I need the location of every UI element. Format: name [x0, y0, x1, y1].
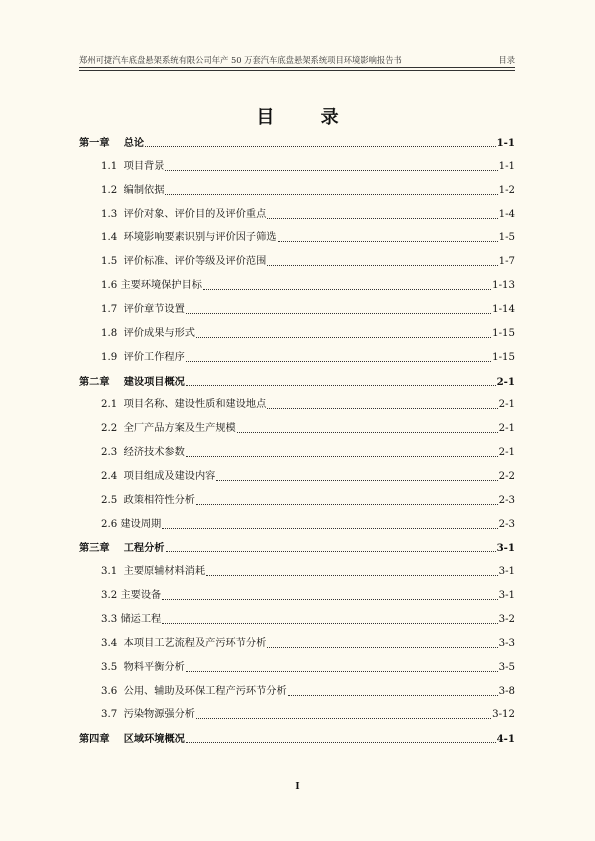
toc-entry-page: 2-1 [498, 423, 515, 435]
header-rule [79, 67, 515, 68]
toc-section-entry[interactable] [101, 469, 515, 483]
toc-entry-page: 3-1 [498, 590, 515, 602]
toc-section-entry[interactable] [101, 636, 515, 650]
toc-entry-page: 3-2 [498, 614, 515, 625]
toc-dot-leader [196, 718, 491, 719]
toc-entry-page: 3-1 [496, 542, 515, 555]
toc-dot-leader [278, 241, 498, 242]
toc-entry-page: 1-5 [498, 232, 515, 244]
toc-entry-title: 3.7 污染物源强分析 [101, 709, 195, 721]
toc-dot-leader [186, 456, 498, 457]
toc-dot-leader [186, 385, 496, 386]
page-title: 目 录 [256, 107, 359, 128]
toc-entry-title: 3.3 储运工程 [101, 614, 162, 625]
toc-entry-page: 1-4 [498, 208, 515, 220]
toc-section-entry[interactable] [101, 612, 515, 626]
toc-dot-leader [186, 742, 496, 743]
toc-dot-leader [288, 695, 498, 696]
toc-entry-title: 1.7 评价章节设置 [101, 303, 185, 315]
toc-entry-title: 第四章 区域环境概况 [79, 733, 185, 746]
toc-entry-title: 1.4 环境影响要素识别与评价因子筛选 [101, 232, 277, 244]
toc-section-entry[interactable] [101, 183, 515, 197]
toc-dot-leader [206, 575, 497, 576]
toc-section-entry[interactable] [101, 517, 515, 531]
toc-section-entry[interactable] [101, 302, 515, 316]
toc-section-entry[interactable] [101, 660, 515, 674]
toc-dot-leader [237, 432, 498, 433]
toc-entry-page: 3-3 [498, 637, 515, 649]
toc-chapter-entry[interactable] [79, 540, 515, 554]
toc-entry-page: 3-1 [498, 566, 515, 578]
toc-dot-leader [216, 480, 497, 481]
toc-entry-page: 1-13 [492, 280, 515, 292]
toc-entry-title: 2.3 经济技术参数 [101, 447, 185, 459]
header-rule-thin [79, 70, 515, 71]
toc-section-entry[interactable] [101, 493, 515, 507]
toc-dot-leader [162, 528, 497, 529]
toc-entry-title: 3.2 主要设备 [101, 590, 162, 602]
toc-dot-leader [203, 289, 491, 290]
toc-entry-title: 2.6 建设周期 [101, 518, 162, 530]
toc-section-entry[interactable] [101, 421, 515, 435]
toc-section-entry[interactable] [101, 159, 515, 173]
toc-entry-page: 2-3 [498, 518, 515, 530]
toc-dot-leader [267, 408, 497, 409]
toc-dot-leader [267, 647, 497, 648]
toc-dot-leader [196, 504, 498, 505]
toc-section-entry[interactable] [101, 707, 515, 721]
toc-section-entry[interactable] [101, 397, 515, 411]
toc-entry-page: 3-12 [492, 709, 515, 721]
toc-entry-page: 1-7 [498, 256, 515, 268]
toc-section-entry[interactable] [101, 684, 515, 698]
toc-entry-title: 1.9 评价工作程序 [101, 351, 185, 363]
toc-section-entry[interactable] [101, 445, 515, 459]
toc-dot-leader [165, 194, 497, 195]
toc-section-entry[interactable] [101, 207, 515, 221]
toc-entry-title: 2.5 政策相符性分析 [101, 494, 195, 506]
toc-entry-title: 1.8 评价成果与形式 [101, 327, 195, 339]
toc-entry-title: 3.1 主要原辅材料消耗 [101, 566, 206, 578]
toc-section-entry[interactable] [101, 254, 515, 268]
toc-chapter-entry[interactable] [79, 374, 515, 388]
toc-section-entry[interactable] [101, 326, 515, 340]
header-section-label: 目录 [498, 55, 515, 65]
toc-entry-title: 1.6 主要环境保护目标 [101, 280, 202, 292]
toc-entry-title: 2.4 项目组成及建设内容 [101, 470, 216, 482]
toc-entry-page: 3-8 [498, 685, 515, 697]
toc-entry-title: 第三章 工程分析 [79, 542, 165, 555]
toc-entry-page: 2-3 [498, 494, 515, 506]
toc-entry-title: 3.6 公用、辅助及环保工程产污环节分析 [101, 685, 287, 697]
toc-dot-leader [186, 361, 491, 362]
toc-entry-page: 2-1 [498, 447, 515, 459]
toc-entry-title: 1.1 项目背景 [101, 160, 165, 172]
header-document-title: 郑州可捷汽车底盘悬架系统有限公司年产 50 万套汽车底盘悬架系统项目环境影响报告书 [79, 55, 402, 65]
toc-entry-page: 1-14 [492, 303, 515, 315]
toc-section-entry[interactable] [101, 230, 515, 244]
toc-entry-title: 2.1 项目名称、建设性质和建设地点 [101, 399, 267, 411]
toc-chapter-entry[interactable] [79, 731, 515, 745]
toc-dot-leader [145, 146, 495, 147]
toc-section-entry[interactable] [101, 278, 515, 292]
toc-entry-page: 3-5 [498, 661, 515, 673]
toc-chapter-entry[interactable] [79, 135, 515, 149]
toc-entry-page: 2-1 [498, 399, 515, 411]
toc-entry-page: 1-15 [492, 327, 515, 339]
toc-entry-title: 1.2 编制依据 [101, 184, 165, 196]
toc-dot-leader [162, 599, 497, 600]
toc-entry-page: 1-15 [492, 351, 515, 363]
running-header [79, 54, 515, 66]
toc-entry-page: 2-2 [498, 470, 515, 482]
toc-section-entry[interactable] [101, 350, 515, 364]
toc-dot-leader [196, 337, 491, 338]
toc-entry-page: 1-2 [498, 184, 515, 196]
toc-entry-title: 第一章 总论 [79, 137, 145, 149]
toc-entry-title: 2.2 全厂产品方案及生产规模 [101, 423, 236, 435]
toc-entry-page: 2-1 [496, 375, 515, 388]
toc-dot-leader [267, 265, 497, 266]
toc-entry-page: 1-1 [496, 137, 515, 149]
toc-entry-page: 4-1 [496, 733, 515, 746]
toc-section-entry[interactable] [101, 588, 515, 602]
toc-entry-page: 1-1 [498, 160, 515, 172]
toc-entry-title: 第二章 建设项目概况 [79, 375, 185, 388]
toc-dot-leader [186, 313, 491, 314]
toc-entry-title: 1.5 评价标准、评价等级及评价范围 [101, 256, 267, 268]
toc-entry-title: 3.4 本项目工艺流程及产污环节分析 [101, 637, 267, 649]
toc-dot-leader [162, 623, 497, 624]
page-number: I [295, 782, 300, 792]
toc-dot-leader [267, 218, 497, 219]
toc-entry-title: 1.3 评价对象、评价目的及评价重点 [101, 208, 267, 220]
toc-dot-leader [186, 671, 498, 672]
toc-entry-title: 3.5 物料平衡分析 [101, 661, 185, 673]
toc-dot-leader [166, 551, 496, 552]
toc-section-entry[interactable] [101, 564, 515, 578]
toc-dot-leader [165, 170, 497, 171]
